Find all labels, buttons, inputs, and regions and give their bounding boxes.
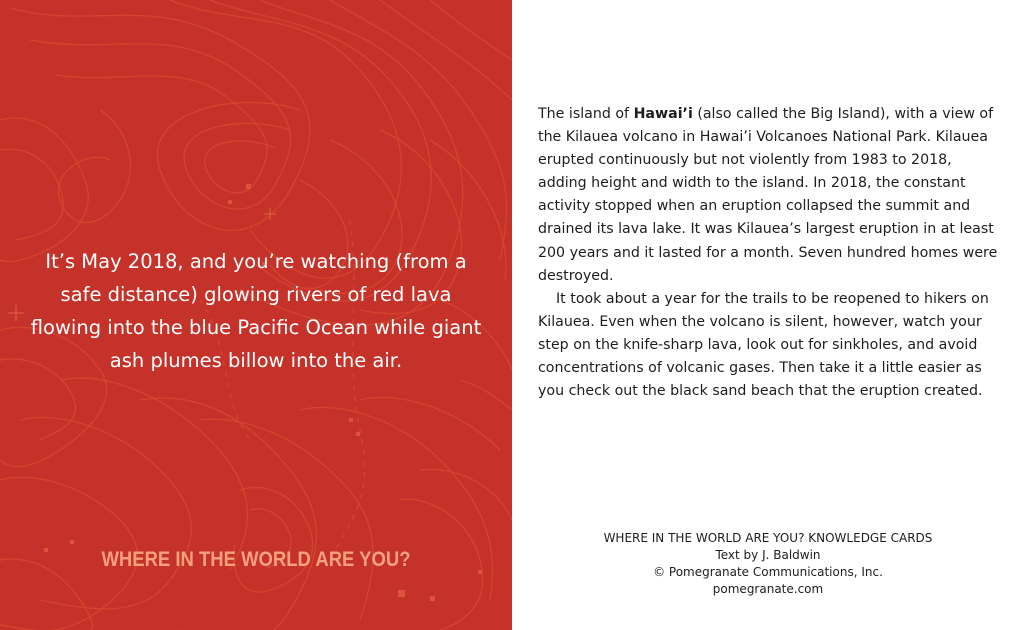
brand-title: WHERE IN THE WORLD ARE YOU? <box>101 548 411 571</box>
paragraph-1 <box>538 103 1002 288</box>
card-body-text <box>538 103 1002 403</box>
author-credit: Text by J. Baldwin <box>715 548 821 562</box>
place-name: Hawai’i <box>633 106 693 122</box>
lead-description: It’s May 2018, and you’re watching (from a safe distance) glowing rivers of red lava flowing into the blue Pacific Ocean while giant ash plumes billow into the air. <box>30 250 482 372</box>
paragraph-1-intro: The island of <box>538 106 634 122</box>
series-suffix: KNOWLEDGE CARDS <box>804 531 933 545</box>
paragraph-1-rest: (also called the Big Island), with a view of the Kilauea volcano in Hawai’i Volcanoes National Park. Kilauea erupted continuously but not violently from 1983 to 2018, adding height and width to the island. In 2018, the constant activity stopped when an eruption collapsed the summit and drained its lava lake. It was Kilauea’s largest eruption in at least 200 years and it lasted for a month. Seven hundred homes were destroyed. <box>538 106 998 284</box>
website-text: pomegranate.com <box>712 582 824 596</box>
series-line <box>512 530 1024 547</box>
copyright-notice: © Pomegranate Communications, Inc. <box>653 565 883 579</box>
card-back-panel <box>512 0 1024 630</box>
credits-block <box>512 530 1024 598</box>
paragraph-2: It took about a year for the trails to be reopened to hikers on Kilauea. Even when the volcano is silent, however, watch your step on the knife-sharp lava, look out for sinkholes, and avoid concentrations of volcanic gases. Then take it a little easier as you check out the black sand beach that the eruption created. <box>538 290 989 400</box>
series-title: WHERE IN THE WORLD ARE YOU? <box>603 531 805 545</box>
